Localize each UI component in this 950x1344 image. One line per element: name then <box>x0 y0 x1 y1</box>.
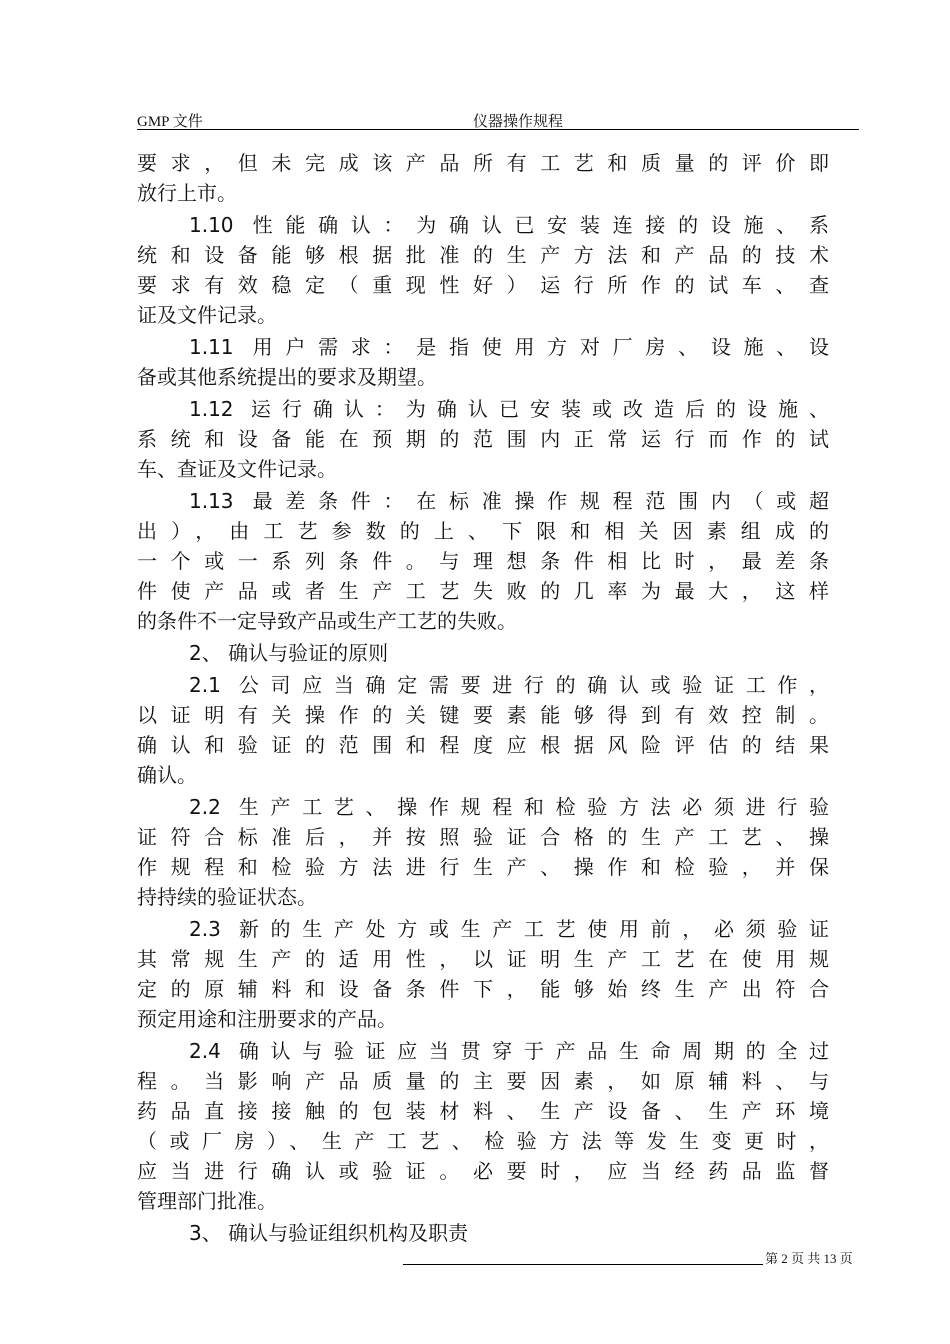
header-doc-type: GMP 文件 <box>137 114 203 130</box>
document-body <box>137 148 829 1250</box>
text-line: 预定用途和注册要求的产品。 <box>137 1007 397 1031</box>
text-line: 1.11 用户需求：是指使用方对厂房、设施、设 <box>189 335 829 359</box>
page-number: 第 2 页 共 13 页 <box>765 1251 853 1266</box>
text-line: 证符合标准后，并按照验证合格的生产工艺、操 <box>137 825 829 849</box>
text-line: 2.3 新的生产处方或生产工艺使用前，必须验证 <box>189 917 829 941</box>
footer-rule <box>403 1264 763 1265</box>
text-line: 1.12 运行确认：为确认已安装或改造后的设施、 <box>189 397 829 421</box>
text-line: 要求有效稳定（重现性好）运行所作的试车、查 <box>137 273 829 297</box>
text-line: 2、 确认与验证的原则 <box>189 641 389 665</box>
text-line: （或厂房）、生产工艺、检验方法等发生变更时， <box>137 1129 829 1153</box>
text-line: 定的原辅料和设备条件下，能够始终生产出符合 <box>137 977 829 1001</box>
text-line: 统和设备能够根据批准的生产方法和产品的技术 <box>137 243 829 267</box>
text-line: 的条件不一定导致产品或生产工艺的失败。 <box>137 609 517 633</box>
text-line: 证及文件记录。 <box>137 303 277 327</box>
text-line: 确认。 <box>137 763 197 787</box>
text-line: 一个或一系列条件。与理想条件相比时，最差条 <box>137 549 829 573</box>
text-line: 1.10 性能确认：为确认已安装连接的设施、系 <box>189 213 829 237</box>
header-title: 仪器操作规程 <box>473 112 564 130</box>
text-line: 2.2 生产工艺、操作规程和检验方法必须进行验 <box>189 795 829 819</box>
text-line: 程。当影响产品质量的主要因素，如原辅料、与 <box>137 1069 829 1093</box>
text-line: 2.1 公司应当确定需要进行的确认或验证工作， <box>189 673 829 697</box>
text-line: 3、 确认与验证组织机构及职责 <box>189 1221 469 1245</box>
text-line: 系统和设备能在预期的范围内正常运行而作的试 <box>137 427 829 451</box>
text-line: 出），由工艺参数的上、下限和相关因素组成的 <box>137 519 829 543</box>
text-line: 要求，但未完成该产品所有工艺和质量的评价即 <box>137 151 829 175</box>
text-line: 持持续的验证状态。 <box>137 885 317 909</box>
text-line: 2.4 确认与验证应当贯穿于产品生命周期的全过 <box>189 1039 829 1063</box>
text-line: 管理部门批准。 <box>137 1189 277 1213</box>
text-line: 以证明有关操作的关键要素能够得到有效控制。 <box>137 703 829 727</box>
text-line: 作规程和检验方法进行生产、操作和检验，并保 <box>137 855 829 879</box>
text-line: 药品直接接触的包装材料、生产设备、生产环境 <box>137 1099 829 1123</box>
header-rule <box>137 129 859 130</box>
text-line: 确认和验证的范围和程度应根据风险评估的结果 <box>137 733 829 757</box>
text-line: 件使产品或者生产工艺失败的几率为最大，这样 <box>137 579 829 603</box>
text-line: 1.13 最差条件：在标准操作规程范围内（或超 <box>189 489 829 513</box>
text-line: 放行上市。 <box>137 181 237 205</box>
text-line: 应当进行确认或验证。必要时，应当经药品监督 <box>137 1159 829 1183</box>
text-line: 其常规生产的适用性，以证明生产工艺在使用规 <box>137 947 829 971</box>
text-line: 备或其他系统提出的要求及期望。 <box>137 365 437 389</box>
text-line: 车、查证及文件记录。 <box>137 457 337 481</box>
